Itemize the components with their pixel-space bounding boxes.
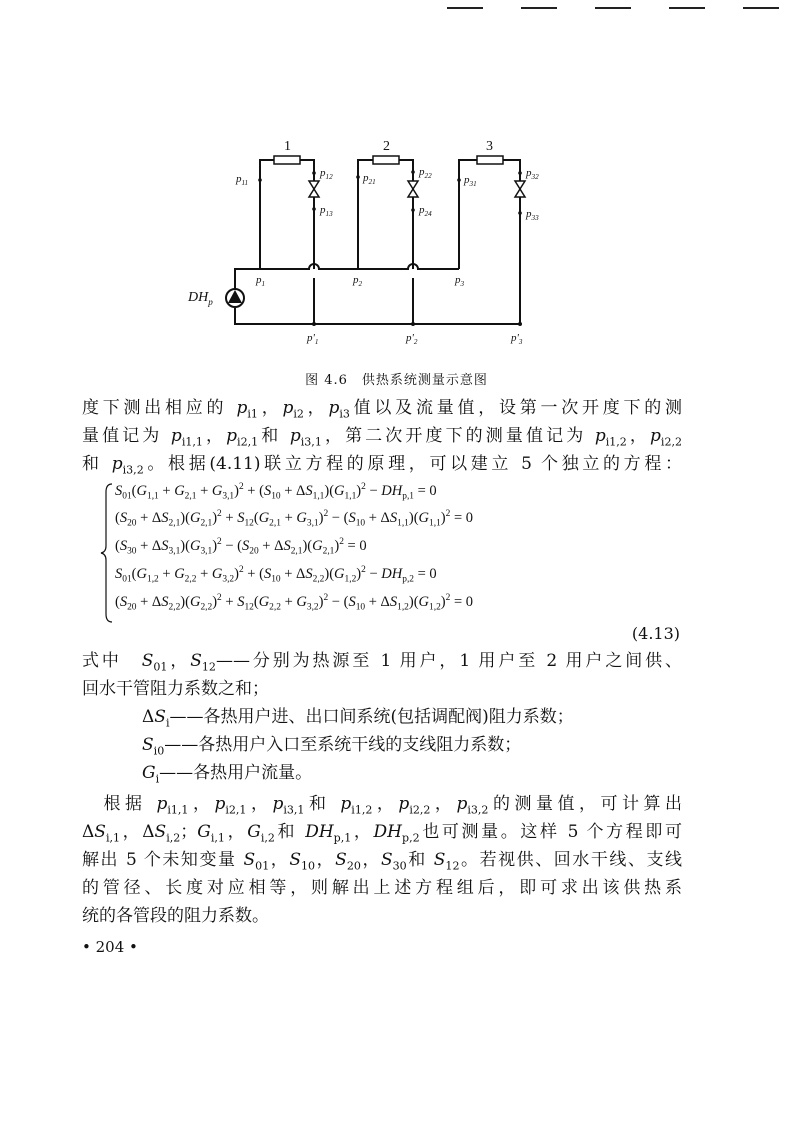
pump-label: $DH_p$ bbox=[188, 290, 213, 307]
pressure-label: $p_{24}$ bbox=[419, 204, 432, 219]
figure-caption: 图 4.6 供热系统测量示意图 bbox=[305, 373, 488, 388]
heat-user-3 bbox=[477, 156, 503, 164]
equation: $(S_{20} + \Delta S_{2,2})(G_{2,2})^2 + S_{12}(G_{2,2} + G_{3,2})^2 - (S_{10} + \Delta S_{1,2})(G_{1,2})^2 = 0$ bbox=[115, 593, 474, 613]
valve-icon bbox=[408, 181, 418, 197]
supply-pressure-label: $p_1$ bbox=[256, 274, 266, 289]
pressure-label: $p_{12}$ bbox=[320, 167, 333, 182]
text-line: 统的各管段的阻力系数。 bbox=[82, 906, 269, 926]
heating-system-diagram bbox=[0, 0, 793, 400]
pressure-label: $p_{11}$ bbox=[236, 173, 249, 188]
equation: $S_{01}(G_{1,2} + G_{2,2} + G_{3,2})^2 + (S_{10} + \Delta S_{2,2})(G_{1,2})^2 - DH_{p,2} = 0$ bbox=[115, 565, 437, 585]
pressure-label: $p_{21}$ bbox=[363, 172, 376, 187]
valve-icons bbox=[309, 181, 525, 197]
valve-icon bbox=[515, 181, 525, 197]
supply-pressure-label: $p_2$ bbox=[353, 274, 363, 289]
text-line: 的管径、长度对应相等，则解出上述方程组后，即可求出该供热系 bbox=[82, 878, 682, 898]
text-line: 度下测出相应的 $p_{i1}$，$p_{i2}$，$p_{i3}$值以及流量值，设第一次开度下的测 bbox=[82, 398, 683, 421]
branch-1-pipe bbox=[260, 160, 314, 269]
supply-main bbox=[235, 264, 459, 298]
text-line: $\Delta S_{i,1}$，$\Delta S_{i,2}$；$G_{i,1}$，$G_{i,2}$和 $DH_{p,1}$，$DH_{p,2}$也可测量。这样 5 个方程即可 bbox=[82, 822, 683, 845]
user-number: 2 bbox=[383, 139, 390, 154]
valve-icon bbox=[309, 181, 319, 197]
return-main bbox=[235, 308, 520, 324]
pressure-label: $p_{31}$ bbox=[464, 174, 477, 189]
user-number: 1 bbox=[284, 139, 291, 154]
text-line: 根据 $p_{i1,1}$，$p_{i2,1}$，$p_{i3,1}$和 $p_{i1,2}$，$p_{i2,2}$，$p_{i3,2}$的测量值，可计算出 bbox=[82, 794, 683, 817]
heat-user-2 bbox=[373, 156, 399, 164]
user-number: 3 bbox=[486, 139, 493, 154]
definition-line: $\Delta S_i——$各热用户进、出口间系统(包括调配阀)阻力系数； bbox=[142, 707, 574, 730]
text-line: 解出 5 个未知变量 $S_{01}$，$S_{10}$，$S_{20}$，$S_{30}$和 $S_{12}$。若视供、回水干线、支线 bbox=[82, 850, 683, 873]
pressure-label: $p_{32}$ bbox=[526, 167, 539, 182]
pressure-label: $p_{33}$ bbox=[526, 208, 539, 223]
text-line: 和 $p_{i3,2}$。根据(4.11)联立方程的原理，可以建立 5 个独立的方程： bbox=[82, 454, 682, 477]
equation-number: (4.13) bbox=[631, 624, 680, 643]
return-pressure-label: $p'_1$ bbox=[307, 332, 319, 347]
return-pressure-label: $p'_2$ bbox=[406, 332, 418, 347]
heat-user-1 bbox=[274, 156, 300, 164]
pressure-label: $p_{22}$ bbox=[419, 166, 432, 181]
equation: $S_{01}(G_{1,1} + G_{2,1} + G_{3,1})^2 + (S_{10} + \Delta S_{1,1})(G_{1,1})^2 - DH_{p,1} = 0$ bbox=[115, 482, 437, 502]
return-pressure-label: $p'_3$ bbox=[511, 332, 523, 347]
definition-line: 回水干管阻力系数之和； bbox=[82, 679, 269, 699]
page-number: • 204 • bbox=[82, 938, 138, 956]
text-line: 量值记为 $p_{i1,1}$，$p_{i2,1}$和 $p_{i3,1}$，第二次开度下的测量值记为 $p_{i1,2}$，$p_{i2,2}$ bbox=[82, 426, 683, 449]
definition-line: 式中 $S_{01}$，$S_{12}——$分别为热源至 1 用户，1 用户至 2 用户之间供、 bbox=[82, 651, 683, 674]
definition-line: $G_i——$各热用户流量。 bbox=[142, 763, 313, 786]
pump-icon bbox=[226, 289, 244, 307]
definition-line: $S_{i0}——$各热用户入口至系统干线的支线阻力系数； bbox=[142, 735, 522, 758]
supply-pressure-label: $p_3$ bbox=[455, 274, 465, 289]
equation: $(S_{20} + \Delta S_{2,1})(G_{2,1})^2 + S_{12}(G_{2,1} + G_{3,1})^2 - (S_{10} + \Delta S_{1,1})(G_{1,1})^2 = 0$ bbox=[115, 509, 474, 529]
pressure-label: $p_{13}$ bbox=[320, 204, 333, 219]
equation: $(S_{30} + \Delta S_{3,1})(G_{3,1})^2 - (S_{20} + \Delta S_{2,1})(G_{2,1})^2 = 0$ bbox=[115, 537, 367, 557]
